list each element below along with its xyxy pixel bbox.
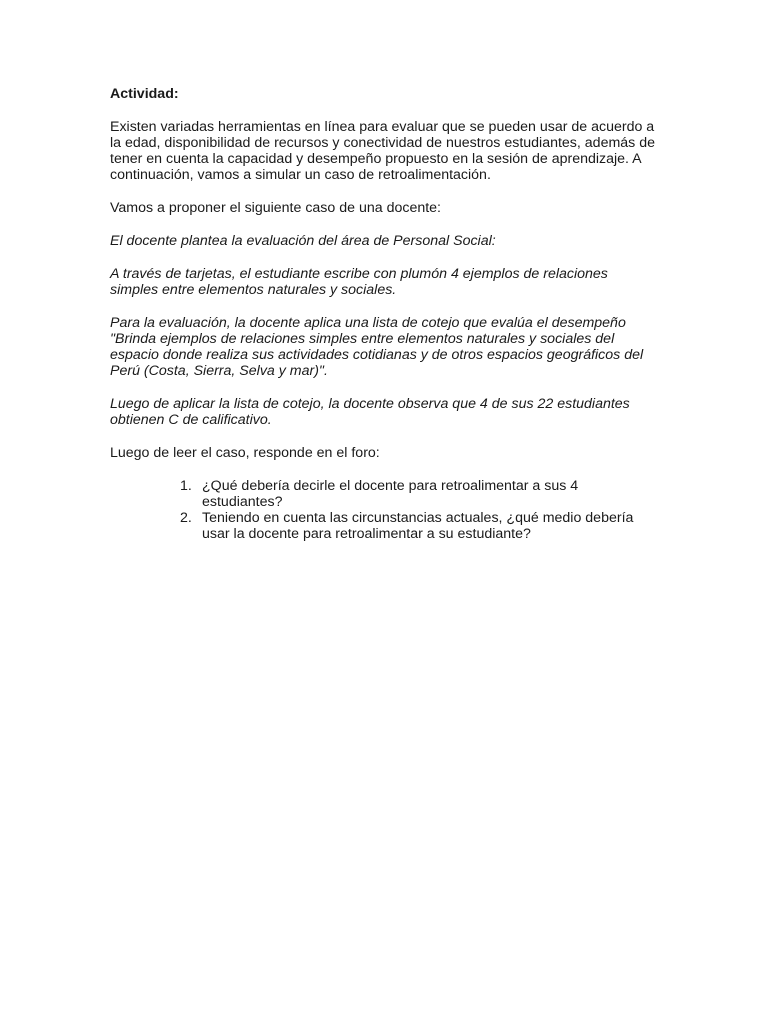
question-number: 2. (180, 510, 192, 526)
document-body (110, 86, 658, 542)
case-task-paragraph: A través de tarjetas, el estudiante escribe con plumón 4 ejemplos de relaciones simples entre elementos naturales y sociales. (110, 266, 608, 298)
question-number: 1. (180, 478, 192, 494)
intro-paragraph: Existen variadas herramientas en línea para evaluar que se pueden usar de acuerdo a la edad, disponibilidad de recursos y conectividad de nuestros estudiantes, además de tener en cuenta la capacidad y desempeño propuesto en la sesión de aprendizaje. A continuación, vamos a simular un caso de retroalimentación. (110, 119, 655, 183)
questions-list (110, 478, 658, 542)
case-area-paragraph: El docente plantea la evaluación del área de Personal Social: (110, 233, 496, 249)
proposal-paragraph: Vamos a proponer el siguiente caso de una docente: (110, 200, 442, 216)
activity-heading: Actividad: (110, 86, 179, 102)
instruction-paragraph: Luego de leer el caso, responde en el foro: (110, 445, 380, 461)
case-result-paragraph: Luego de aplicar la lista de cotejo, la docente observa que 4 de sus 22 estudiantes obtienen C de calificativo. (110, 396, 630, 428)
question-item (180, 510, 658, 542)
question-text: ¿Qué debería decirle el docente para retroalimentar a sus 4 estudiantes? (202, 478, 579, 510)
question-item (180, 478, 658, 510)
question-text: Teniendo en cuenta las circunstancias actuales, ¿qué medio debería usar la docente para retroalimentar a su estudiante? (202, 510, 634, 542)
case-evaluation-paragraph: Para la evaluación, la docente aplica una lista de cotejo que evalúa el desempeño "Brinda ejemplos de relaciones simples entre elementos naturales y sociales del espacio donde realiza sus actividades cotidianas y de otros espacios geográficos del Perú (Costa, Sierra, Selva y mar)". (110, 315, 644, 379)
